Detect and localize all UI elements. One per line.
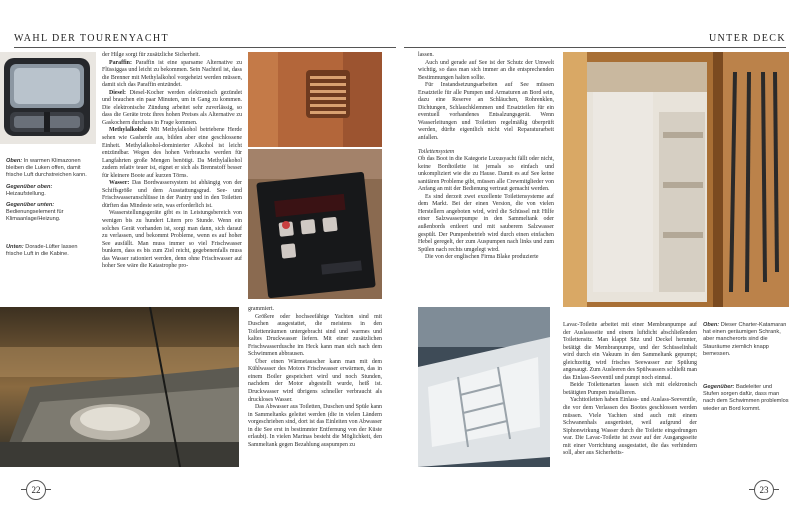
caption-wardrobe: Oben: Dieser Charter-Katamaran hat einen geräumigen Schrank, aber mancherorts sind die Stauräume ziemlich knapp bemessen.	[703, 322, 787, 357]
photo-climate-control-panel	[248, 149, 382, 299]
caption-control-panel: Gegenüber unten: Bedienungselement für Klimaanlage/Heizung.	[6, 202, 64, 223]
caption-block-right	[703, 322, 789, 417]
header-left-title: WAHL DER TOURENYACHT	[14, 33, 170, 44]
paragraph: Wasserstellungsgeräte gibt es in Leistungsbereich von wenigen bis zu hundert Litern pro Stunde. Wenn ein solches Gerät vorhanden ist, sorgt man dann, sich darauf zu verlassen, und bekommt Probleme, wenn es auf hoher See ausfällt. Man muss immer so viel Frischwasser bunkern, dass es bis zum Ziel reicht, gegebenenfalls muss das Wasser rationiert werden, denn ohne Frischwasser auf hoher See wäre die Katastrophe pro-	[102, 210, 242, 270]
text-column-right-a	[418, 52, 554, 262]
paragraph: Auch und gerade auf See ist der Schutz der Umwelt wichtig, so dass man sich immer an die entsprechenden Bestimmungen halten sollte.	[418, 59, 554, 81]
page-header	[0, 0, 800, 50]
photo-open-hatch	[0, 52, 96, 144]
paragraph: Paraffin: Paraffin ist eine sparsame Alternative zu Flüssiggas und leicht zu bekommen. Sein Nachteil ist, dass die Brenner mit Methylalkohol vorgeheizt werden müssen, damit sich das Paraffin entzündet.	[102, 59, 242, 89]
caption-block-left	[6, 158, 88, 262]
text-column-left-a	[102, 52, 242, 271]
paragraph: der Hilge sorgt für zusätzliche Sicherheit.	[102, 52, 201, 58]
caption-heater: Gegenüber oben: Heizaufstellung.	[6, 183, 53, 197]
page-number-left: 22	[26, 480, 46, 500]
paragraph: Die von der englischen Firma Blake produzierte	[425, 254, 539, 261]
caption-top-hatch: Oben: In warmen Klimazonen bleiben die Luken offen, damit frische Luft durchstreichen kann.	[6, 158, 87, 179]
paragraph: Ob das Boot in die Kategorie Luxusyacht fällt oder nicht, keine Bordtoilette ist jemals so einfach und unkompliziert wie die zu Hause. Damit es auf See keine sanitären Probleme gibt, müssen alle Crewmitglieder von Anfang an mit der Bedienung vertraut gemacht werden.	[418, 156, 554, 193]
paragraph: Es sind derzeit zwei exzellente Toilettensysteme auf dem Markt. Bei der einen Version, die von vielen Herstellern angeboten wird, wird die Schüssel mit Hilfe einer Salzwasserpumpe in den Sammeltank oder außenbords entleert und mit sauberem Salzwasser gespült. Der Pumpenbetrieb wird durch einen einfachen Hebel geregelt, der zum Auspumpen nach links und zum Spülen nach rechts umgelegt wird.	[418, 193, 554, 253]
page-number-right: 23	[754, 480, 774, 500]
paragraph: Wasser: Das Bordwassersystem ist abhängig von der Schiffsgröße und dem Ausstattungsgrad. See- und Frischwasseranschlüsse in der Pantry und in den Toiletten dürften das Mindeste sein, was erforderlich ist.	[102, 180, 242, 209]
photo-wardrobe-locker	[563, 52, 789, 307]
photo-deck-dorade-vent	[0, 307, 239, 467]
paragraph: Lavac-Toilette arbeitet mit einer Membranpumpe auf der Auslassseite und einem luftdicht abschließenden Toilettensitz. Man klappt Sitz und Deckel herunter, betätigt die Membranpumpe, und der Schüsselinhalt wird durch ein Vakuum in den Sammeltank gepumpt; gleichzeitig wird frisches Seewasser zur Spülung angesaugt. Zum Ausleeren des Spülwassers schließt man das Einlass-Seeventil und pumpt noch einmal.	[563, 322, 697, 381]
header-right-title: UNTER DECK	[708, 33, 786, 44]
text-column-left-b	[248, 306, 382, 449]
paragraph: lassen.	[418, 52, 434, 58]
paragraph: grammiert.	[248, 306, 275, 312]
caption-ladder: Gegenüber: Badeleiter und Stufen sorgen dafür, dass man nach dem Schwimmen problemlos wieder an Bord kommt.	[703, 384, 789, 412]
caption-dorade: Unten: Dorade-Lüfter lassen frische Luft in die Kabine.	[6, 243, 78, 257]
photo-bathing-ladder	[418, 307, 550, 467]
paragraph: Methylalkohol: Mit Methylalkohol betriebene Herde sehen wie Gasherde aus, bilden aber eine geschlossene Einheit. Methylalkohol-dominierter Alkohol ist leicht entzündbar. Wegen des hohen Verbrauchs werden für Langfahrten große Mengen benötigt. Da Methylalkohol zudem relativ teuer ist, eignet er sich als Brennstoff besser für kleinere Boote auf kurzen Törns.	[102, 127, 242, 179]
paragraph: Diesel: Diesel-Kocher werden elektronisch gezündet und brauchen ein paar Minuten, um in Gang zu kommen. Die elektronische Zündung arbeitet sehr zuverlässig, so dass die Geräte trotz ihres hohen Preises als Alternative zu Gaskochern durchaus in Frage kommen.	[102, 89, 242, 126]
paragraph: Das Abwasser aus Toiletten, Duschen und Spüle kann in Sammeltanks geleitet werden (die in vielen Ländern vorgeschrieben sind, dort ist das Einleiten von Abwasser in die See erst in bestimmter Entfernung von der Küste erlaubt). In vielen Marinas besteht die Möglichkeit, den Sammeltank gegen Bezahlung auspumpen zu	[248, 404, 382, 448]
photo-heater-vent	[248, 52, 382, 147]
paragraph: Yachttoiletten haben Einlass- und Auslass-Seeventile, die vor dem Verlassen des Bootes geschlossen werden müssen. Viele Yachten sind auch mit einem Schwanenhals ausgerüstet, weil aufgrund der Siphonwirkung Wasser durch die Toilette eingedrungen war. Die Lavac-Toilette ist zwar auf der Ausgangsseite mit einer Vorrichtung ausgestattet, die das verhindern soll, aber aus Sicherheits-	[563, 397, 697, 457]
header-rule-right	[404, 47, 786, 48]
paragraph: Größere oder hochseefähige Yachten sind mit Duschen ausgestattet, die meistens in den Toilettenräumen untergebracht sind und warmes und kaltes Druckwasser liefern. Mit einer zusätzlichen Frischwasserdusche im Heck kann man sich nach dem Schwimmen abbrausen.	[248, 313, 382, 358]
paragraph: Für Instandsetzungsarbeiten auf See müssen Ersatzteile für alle Pumpen und Armaturen an Bord sein, dazu eine Reserve an Schläuchen, Rohrenklen, Dichtungen, Schlauchklemmen und Ersatzteilen für ein eventuell vorhandenes Entsalzungsgerät. Wenn Wasserleitungen und Toiletten regelmäßig überprüft werden, dürfte eigentlich nicht viel Reparaturarbeit anfallen.	[418, 82, 554, 142]
header-rule-left	[14, 47, 396, 48]
paragraph: Über einen Wärmetauscher kann man mit dem Kühlwasser des Motors Frischwasser erwärmen, das in einem Boiler gespeichert wird und noch Stunden, nachdem der Motor abgestellt wurde, heiß ist. Druckwasser wird übrigens schneller verbraucht als druckloses Wasser.	[248, 358, 382, 403]
text-column-right-b	[563, 322, 697, 458]
paragraph: Beide Toilettenarten lassen sich mit elektronisch betätigten Pumpen installieren.	[563, 382, 697, 396]
subheading-toilets: Toilettensystem	[418, 148, 455, 155]
